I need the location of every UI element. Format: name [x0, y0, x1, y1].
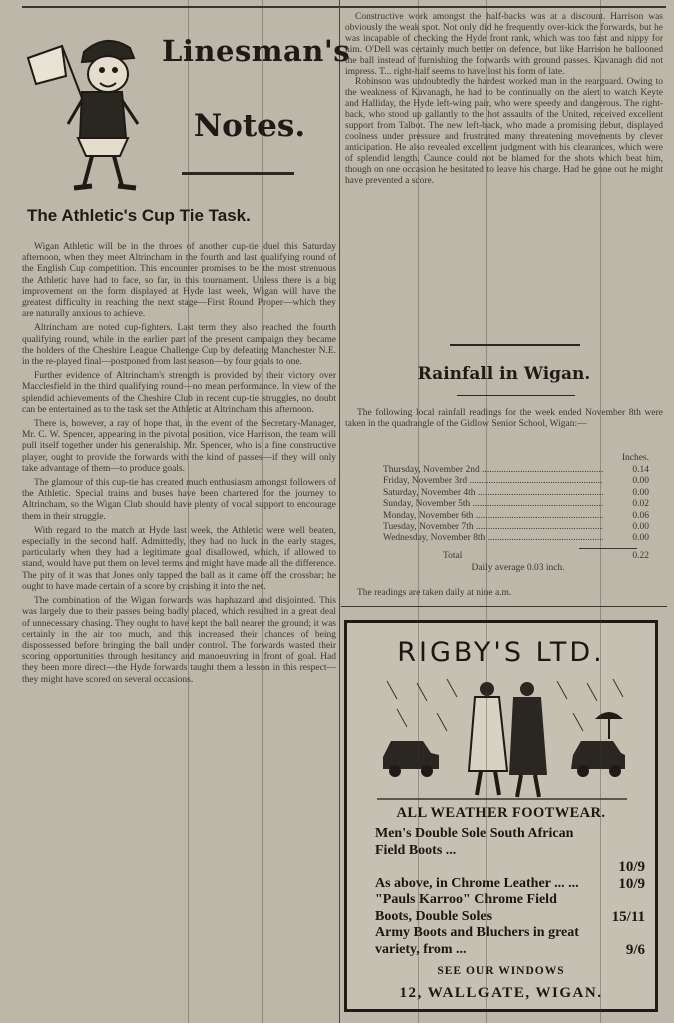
- advert-heading: ALL WEATHER FOOTWEAR.: [396, 805, 606, 821]
- list-item: [375, 892, 645, 925]
- paragraph: Wigan Athletic will be in the throes of another cup-tie duel this Saturday afternoon, when they meet Altrincham in the fourth and last qualifying round of the English Cup competition. This encounter promises to be the most strenuous the Athletic have had to face, so far, in this tournament. Unless there is a big improvement on the form displayed at Hyde last week, Wigan will have the greatest difficulty in reaching the next stage—First Round Proper—which they are naturally anxious to achieve.: [22, 242, 336, 320]
- rainfall-note: The readings are taken daily at nine a.m.: [357, 588, 512, 598]
- item-description: Army Boots and Bluchers in great variety, from ...: [375, 925, 579, 957]
- rainfall-day: Thursday, November 2nd .....: [383, 465, 603, 476]
- rainfall-daily-average: Daily average 0.03 inch.: [471, 562, 565, 573]
- paragraph: Further evidence of Altrincham's strength is provided by their victory over Macclesfield in the third qualifying round—no mean performance. In view of the splendid achievements of the Cheshire Club in recent cup-tie struggles, no doubt can be entertained as to the task set the Athletic at Altrincham this afternoon.: [22, 371, 336, 415]
- film-scratch: [486, 0, 487, 1023]
- top-rule: [22, 6, 666, 8]
- rainfall-value: 0.06: [632, 510, 649, 521]
- film-scratch: [600, 0, 601, 1023]
- rainfall-intro: [345, 408, 663, 430]
- rainfall-table: [383, 453, 653, 575]
- rainfall-value: 0.00: [632, 476, 649, 487]
- item-price: 15/11: [611, 908, 645, 925]
- rainfall-intro-text: The following local rainfall readings for the week ended November 8th were taken in the quadrangle of the Gidlow Senior School, Wigan:—: [345, 408, 663, 429]
- article-left-body: [22, 242, 336, 689]
- rainfall-value: 0.02: [632, 499, 649, 510]
- total-rule: [579, 548, 637, 549]
- table-row: [383, 488, 653, 499]
- rainfall-day: Sunday, November 5th .....: [383, 499, 603, 510]
- column-title-line2: Notes.: [193, 108, 306, 144]
- rainfall-value: 0.00: [632, 487, 649, 498]
- title-rule: [182, 172, 294, 175]
- table-row: [383, 465, 653, 476]
- rainfall-value: 0.00: [632, 521, 649, 532]
- section-rule: [341, 606, 667, 607]
- table-row: [383, 533, 653, 544]
- paragraph: The glamour of this cup-tie has created much enthusiasm amongst followers of the Athletic. Special trains and buses have been chartered for the journey to Altrincham, so the Wigan Club should have plenty of vocal support to encourage them in their struggle.: [22, 478, 336, 522]
- rainy-street-illustration-icon: [377, 679, 627, 801]
- film-scratch: [418, 0, 419, 1023]
- rainfall-value: 0.00: [632, 533, 649, 544]
- rainfall-value: 0.14: [632, 465, 649, 475]
- rainfall-total-label: Total: [443, 550, 463, 561]
- linesman-cartoon-icon: [22, 28, 152, 198]
- paragraph: The combination of the Wigan forwards was haphazard and disjointed. This was largely due to their passes being badly placed, which resulted in a great deal of unnecessary chasing. They ought to have kept the ball nearer the ground; it was certainly in the air too much, and this increased their chances of being dispossessed before bringing the ball under control. The forwards wasted their scoring opportunities through hesitancy and manoeuvring in front of goal. Had they been more direct—the Hyde forwards taught them a lesson in this respect—they might have scored on several occasions.: [22, 596, 336, 685]
- paragraph: With regard to the match at Hyde last week, the Athletic were well beaten, especially in the second half. Admittedly, they had no luck in the early stages, particularly when they had a legitimate goal disallowed, which, if allowed to stand, would have put them on level terms and might have made all the difference. The pity of it was that Jones only tapped the ball as it came off the crossbar; he ought to have made certain of a score by crashing it into the net.: [22, 525, 336, 592]
- paragraph: Constructive work amongst the half-backs was at a discount. Harrison was obviously the weak spot. Not only did he frequently over-kick the forwards, but he was incapable of checking the Hyde front rank, which was too fast and nippy for him. O'Dell was certainly much better on defence, but like Harrison he ballooned the ball instead of furnishing the forwards with ground passes. Kavanagh did not impress. T... right-half seems to have lost his form of late.: [345, 12, 663, 77]
- item-price: 10/9: [618, 875, 645, 892]
- rainfall-day: Monday, November 6th .....: [383, 511, 603, 522]
- table-row: [383, 522, 653, 533]
- advert-address: 12, WALLGATE, WIGAN.: [399, 985, 603, 1001]
- item-price: 10/9: [618, 859, 645, 875]
- column-divider: [339, 0, 340, 1023]
- rainfall-day: Friday, November 3rd .....: [383, 476, 603, 487]
- paragraph: Altrincham are noted cup-fighters. Last term they also reached the fourth qualifying round, while in the earlier part of the present campaign they became the holders of the Cheshire League Challenge Cup by defeating Manchester N.E. in the re-played final—postponed from last season—by four goals to one.: [22, 323, 336, 368]
- film-scratch: [262, 0, 263, 1023]
- column-title-line1: Linesman's: [162, 34, 351, 68]
- rainfall-title: Rainfall in Wigan.: [417, 364, 591, 384]
- table-row: [383, 499, 653, 510]
- rainfall-day: Wednesday, November 8th .....: [383, 533, 603, 544]
- item-description: "Pauls Karroo" Chrome Field Boots, Double Soles: [375, 892, 557, 924]
- item-price: 9/6: [625, 941, 645, 958]
- list-item: [375, 859, 645, 876]
- item-description: [375, 859, 589, 876]
- advert-price-list: [375, 826, 645, 958]
- list-item: [375, 925, 645, 958]
- rainfall-total-value: 0.22: [632, 550, 649, 561]
- list-item: [375, 876, 645, 893]
- table-row: [383, 511, 653, 522]
- advert-see-windows: SEE OUR WINDOWS: [437, 965, 565, 977]
- paragraph: There is, however, a ray of hope that, in the event of the Secretary-Manager, Mr. C. W. Spencer, appearing in the pivotal position, vice Harrison, the team will pull itself together under his generalship. Mr. Spencer, who is a fine constructive player, ought to provide the forwards with the kind of passes—if they will only take advantage of them—to produce goals.: [22, 419, 336, 474]
- item-description: Men's Double Sole South African Field Boots ...: [375, 826, 574, 858]
- rigbys-advert: [344, 620, 658, 1012]
- item-description: As above, in Chrome Leather ... ...: [375, 875, 579, 891]
- rainfall-day: Tuesday, November 7th .....: [383, 522, 603, 533]
- article-right-body: [345, 12, 663, 187]
- rainfall-day: Saturday, November 4th .....: [383, 488, 603, 499]
- paragraph: Robinson was undoubtedly the hardest worked man in the rearguard. Owing to the weakness of Kavanagh, he had to be continually on the alert to watch Keyte and Halliday, the Hyde left-wing pair, who were speedy and dangerous. The right-back, who stood up gallantly to the hot assaults of the United, received excellent support from Talbot. The new left-back, who made a promising debut, displayed coolness under pressure and frustrated many threatening movements by clever anticipation. He also revealed excellent judgment with his clearances, which were of splendid length. Caunce could not be blamed for the shots which beat him, though on one occasion he hesitated to leave his charge. Had he gone out he might have prevented a score.: [345, 77, 663, 186]
- advert-title: RIGBY'S LTD.: [397, 637, 605, 668]
- table-row: [383, 476, 653, 487]
- rainfall-rule: [457, 395, 575, 396]
- rainfall-total-row: [383, 551, 653, 563]
- article-headline: The Athletic's Cup Tie Task.: [27, 206, 251, 225]
- rainfall-unit: Inches.: [621, 453, 649, 463]
- section-rule: [450, 344, 580, 346]
- list-item: [375, 826, 645, 859]
- film-scratch: [188, 0, 189, 1023]
